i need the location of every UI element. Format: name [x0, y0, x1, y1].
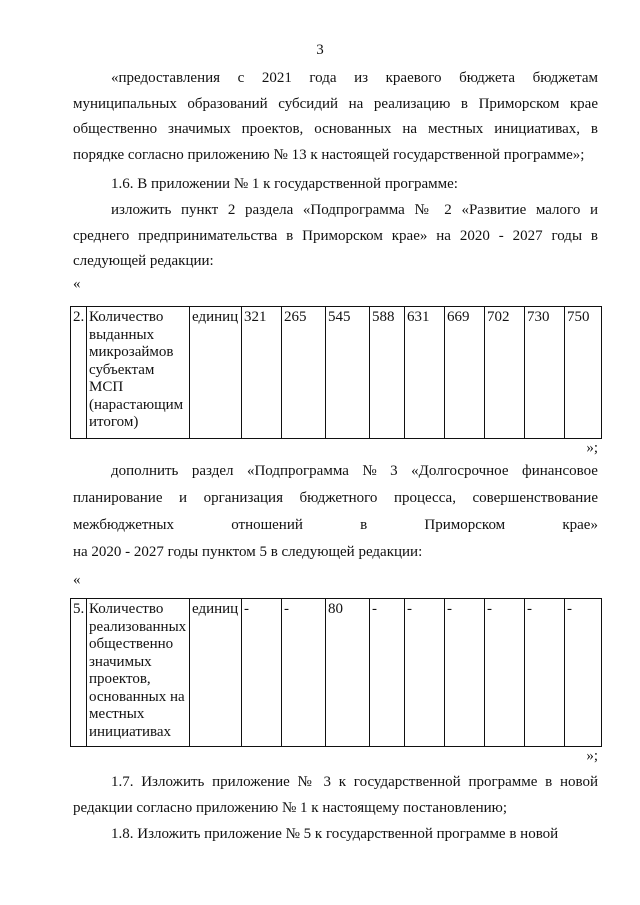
word: финансовое	[522, 463, 598, 479]
value-2027: 730	[525, 307, 565, 439]
value-2021: -	[282, 599, 326, 747]
word: крае»	[562, 517, 598, 533]
table-subprogram-3	[70, 598, 602, 747]
word: процесса,	[393, 490, 456, 506]
unit: единиц	[190, 307, 242, 439]
value-2022: 545	[326, 307, 370, 439]
value-2023: -	[370, 599, 405, 747]
word: «Долгосрочное	[411, 463, 509, 479]
close-quote-1: »;	[586, 440, 598, 456]
value-2027: -	[525, 599, 565, 747]
open-quote-2: «	[73, 572, 81, 588]
instruction-1: изложить пункт 2 раздела «Подпрограмма № 2 «Развитие малого и среднего предпринимательства в Приморском крае» на 2020 - 2027 годы в следующей редакции:	[73, 202, 598, 270]
value-2021: 265	[282, 307, 326, 439]
item-1-8: 1.8. Изложить приложение № 5 к государственной программе в новой	[111, 826, 559, 842]
word: межбюджетных	[73, 517, 175, 533]
open-quote-1: «	[73, 276, 81, 292]
item-1-7: 1.7. Изложить приложение № 3 к государственной программе в новой редакции согласно приложению № 1 к настоящему постановлению;	[73, 774, 598, 816]
value-2026: -	[485, 599, 525, 747]
instruction-2-line-1	[73, 463, 598, 480]
word: раздел	[191, 463, 234, 479]
value-2024: -	[405, 599, 445, 747]
indicator-name: Количество реализованных общественно значимых проектов, основанных на местных инициативах	[87, 599, 190, 747]
instruction-2-line-3	[73, 517, 598, 534]
row-number: 5.	[71, 599, 87, 747]
word: отношений	[231, 517, 303, 533]
word: бюджетного	[299, 490, 378, 506]
value-2020: -	[242, 599, 282, 747]
row-number: 2.	[71, 307, 87, 439]
value-2026: 702	[485, 307, 525, 439]
value-2024: 631	[405, 307, 445, 439]
word: организация	[203, 490, 283, 506]
page-number: 3	[316, 42, 324, 58]
table-row	[71, 307, 602, 439]
item-1-6: 1.6. В приложении № 1 к государственной программе:	[111, 176, 458, 192]
table-subprogram-2	[70, 306, 602, 439]
value-2020: 321	[242, 307, 282, 439]
instruction-2-line-4: на 2020 - 2027 годы пунктом 5 в следующей редакции:	[73, 544, 423, 560]
word: Приморском	[424, 517, 506, 533]
word: дополнить	[111, 463, 179, 479]
word: «Подпрограмма	[246, 463, 349, 479]
table-row	[71, 599, 602, 747]
value-2022: 80	[326, 599, 370, 747]
word: №	[362, 463, 377, 479]
word: в	[360, 517, 368, 533]
instruction-2-line-2	[73, 490, 598, 507]
indicator-name: Количество выданных микрозаймов субъектам МСП (нарастающим итогом)	[87, 307, 190, 439]
word: планирование	[73, 490, 163, 506]
word: и	[179, 490, 188, 506]
unit: единиц	[190, 599, 242, 747]
word: 3	[390, 463, 398, 479]
word: совершенствование	[472, 490, 598, 506]
value-2025: -	[445, 599, 485, 747]
value-2025: 669	[445, 307, 485, 439]
intro-paragraph: «предоставления с 2021 года из краевого бюджета бюджетам муниципальных образований субсидий на реализацию в Приморском крае общественно значимых проектов, основанных на местных инициативах, в порядке согласно приложению № 13 к настоящей государственной программе»;	[73, 70, 598, 163]
value-2023: 588	[370, 307, 405, 439]
value-total: -	[565, 599, 602, 747]
close-quote-2: »;	[586, 748, 598, 764]
value-total: 750	[565, 307, 602, 439]
